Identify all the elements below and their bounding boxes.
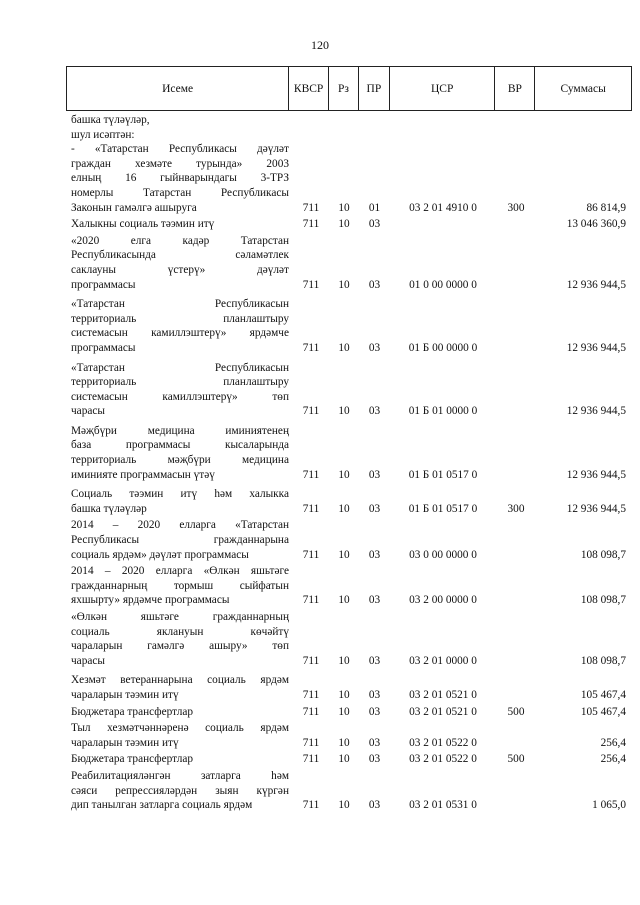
cell-sum: 12 936 944,5: [566, 341, 626, 354]
row-name-line: территориаль планлаштыру: [71, 376, 289, 389]
cell-kvsr: 711: [302, 654, 320, 667]
cell-kvsr: 711: [302, 468, 320, 481]
row-name-line: шул исәптән:: [71, 128, 135, 141]
row-name-line: башка түләүләр: [71, 502, 147, 515]
table-row: [66, 564, 632, 608]
row-name-line: Мәҗбүри медицина иминиятенең: [71, 424, 289, 437]
row-name-line: 2014 – 2020 елларга «Өлкән яшьтәге: [71, 565, 289, 578]
cell-kvsr: 711: [302, 341, 320, 354]
cell-csr: 01 Б 01 0517 0: [408, 502, 478, 515]
table-row: [66, 610, 632, 668]
header-sum: Суммасы: [560, 82, 606, 95]
cell-kvsr: 711: [302, 405, 320, 418]
cell-pr: 03: [368, 594, 381, 607]
row-name-line: программасы: [71, 278, 136, 291]
cell-vr: [496, 341, 536, 356]
cell-csr: 03 2 00 0000 0: [409, 594, 477, 607]
row-name-line: база программасы кысаларында: [71, 439, 289, 452]
cell-rz: 10: [338, 218, 350, 231]
cell-csr: 03 2 01 4910 0: [409, 201, 477, 214]
table-row: [66, 705, 632, 720]
row-name-line: чарасы: [71, 654, 105, 667]
cell-kvsr: 711: [302, 705, 320, 718]
row-name: [66, 487, 289, 516]
header-vr: ВР: [495, 67, 535, 110]
cell-csr: [390, 217, 496, 232]
row-name-line: социаль ярдәм» дәүләт программасы: [71, 548, 249, 561]
cell-vr: [496, 736, 536, 751]
row-name: [66, 721, 289, 750]
row-name-line: программасы: [71, 341, 136, 354]
row-name-line: саклауны үстерү» дәүләт: [71, 263, 289, 276]
row-name-line: 2014 – 2020 елларга «Татарстан: [71, 519, 289, 532]
row-name: [66, 361, 289, 419]
cell-sum: 108 098,7: [580, 548, 626, 561]
cell-csr: 01 0 00 0000 0: [409, 278, 477, 291]
cell-vr: [496, 654, 536, 669]
row-name: [66, 705, 289, 720]
cell-sum: 12 936 944,5: [566, 278, 626, 291]
cell-vr: [496, 217, 536, 232]
row-name-line: Тыл хезмәтчәннәренә социаль ярдәм: [71, 722, 289, 735]
row-values: [289, 654, 632, 669]
row-name-line: системасын камиллэштерү» ярдәмче: [71, 327, 289, 340]
cell-pr: 03: [368, 468, 381, 481]
cell-kvsr: 711: [302, 688, 320, 701]
row-values: [289, 798, 632, 813]
cell-pr: 03: [368, 218, 381, 231]
cell-csr: 01 Б 01 0517 0: [408, 468, 478, 481]
table-row: [66, 518, 632, 562]
cell-rz: 10: [338, 736, 350, 749]
cell-vr: 300: [507, 201, 525, 214]
cell-sum: 108 098,7: [580, 654, 626, 667]
cell-rz: 10: [338, 654, 350, 667]
cell-sum: 1 065,0: [592, 799, 626, 812]
cell-sum: 105 467,4: [580, 688, 626, 701]
cell-sum: 105 467,4: [580, 705, 626, 718]
cell-pr: 03: [368, 502, 381, 515]
row-name-line: - «Татарстан Республикасы дәүләт: [71, 143, 289, 156]
header-kvsr: КВСР: [289, 67, 329, 110]
row-name: [66, 113, 289, 128]
cell-vr: [496, 593, 536, 608]
row-values: [289, 468, 632, 483]
row-name-line: чараларын тәэмин итү: [71, 736, 179, 749]
cell-csr: 03 0 00 0000 0: [409, 548, 477, 561]
cell-csr: 03 2 01 0522 0: [409, 736, 477, 749]
row-name-line: граждан хезмәте турында» 2003: [71, 157, 289, 170]
row-name-line: чарасы: [71, 405, 105, 418]
row-values: [289, 688, 632, 703]
cell-vr: [496, 404, 536, 419]
cell-csr: 03 2 01 0521 0: [409, 705, 477, 718]
table-row: [66, 297, 632, 355]
cell-vr: 500: [507, 705, 525, 718]
row-name-line: системасын камиллэштерү» төп: [71, 390, 289, 403]
row-name-line: Хезмәт ветераннарына социаль ярдәм: [71, 674, 289, 687]
cell-csr: 03 2 01 0531 0: [409, 799, 477, 812]
row-name-line: башка түләүләр,: [71, 114, 150, 126]
cell-kvsr: 711: [302, 502, 320, 515]
cell-sum: 12 936 944,5: [566, 405, 626, 418]
cell-pr: 03: [368, 688, 381, 701]
row-name-line: елның 16 гыйнварындагы 3-ТРЗ: [71, 172, 289, 185]
cell-sum: 13 046 360,9: [566, 218, 626, 231]
table-row: [66, 424, 632, 482]
cell-vr: 500: [507, 753, 525, 766]
row-name-line: территориаль мәҗбүри медицина: [71, 454, 289, 467]
cell-rz: 10: [338, 341, 350, 354]
table-row: [66, 752, 632, 767]
cell-pr: 03: [368, 753, 381, 766]
row-values: [289, 217, 632, 232]
cell-pr: 01: [368, 201, 381, 214]
row-values: [289, 278, 632, 293]
cell-vr: [496, 468, 536, 483]
row-name-line: территориаль планлаштыру: [71, 312, 289, 325]
row-name: [66, 769, 289, 813]
cell-csr: 01 Б 01 0000 0: [408, 405, 478, 418]
header-csr: ЦСР: [390, 67, 496, 110]
cell-kvsr: 711: [302, 548, 320, 561]
row-name-line: яхшырту» ярдәмче программасы: [71, 594, 230, 607]
header-name: Исеме: [67, 67, 289, 110]
row-name-line: Реабилитацияләнгән затларга һәм: [71, 769, 289, 782]
row-name-line: «Татарстан Республикасын: [71, 361, 289, 374]
row-name: [66, 518, 289, 562]
cell-pr: 03: [368, 736, 381, 749]
cell-csr: 03 2 01 0000 0: [409, 654, 477, 667]
cell-kvsr: 711: [302, 201, 320, 214]
row-name-line: Бюджетара трансфертлар: [71, 753, 194, 766]
cell-pr: 03: [368, 654, 381, 667]
cell-rz: 10: [338, 548, 350, 561]
table-row: [66, 673, 632, 702]
table-row: [66, 217, 632, 232]
cell-pr: 03: [368, 405, 381, 418]
row-values: [289, 404, 632, 419]
cell-pr: 03: [368, 341, 381, 354]
cell-sum: 256,4: [600, 736, 626, 749]
row-name: [66, 564, 289, 608]
page-number: 120: [311, 38, 329, 52]
table-row: [66, 113, 632, 128]
table-row: [66, 769, 632, 813]
row-name-line: чараларын гамәлгә ашыру» төп: [71, 640, 289, 653]
row-values: [289, 593, 632, 608]
cell-vr: [496, 688, 536, 703]
row-name-line: чараларын тәэмин итү: [71, 688, 179, 701]
cell-pr: 03: [368, 705, 381, 718]
cell-kvsr: 711: [302, 278, 320, 291]
row-name: [66, 217, 289, 232]
row-name-line: Социаль тәэмин итү һәм халыкка: [71, 488, 289, 501]
cell-pr: 03: [368, 548, 381, 561]
cell-rz: 10: [338, 594, 350, 607]
cell-kvsr: 711: [302, 218, 320, 231]
cell-sum: 256,4: [600, 753, 626, 766]
cell-rz: 10: [338, 201, 350, 214]
row-name-line: сәяси репрессияләрдән зыян күргән: [71, 784, 289, 797]
table-header: [66, 66, 632, 111]
row-name-line: Законын гамәлгә ашыруга: [71, 201, 197, 214]
table-row: [66, 361, 632, 419]
cell-csr: 03 2 01 0522 0: [409, 753, 477, 766]
row-values: [289, 502, 632, 517]
row-name: [66, 142, 289, 215]
cell-kvsr: 711: [302, 594, 320, 607]
row-values: [289, 341, 632, 356]
row-name-line: номерлы Татарстан Республикасы: [71, 186, 289, 199]
cell-sum: 86 814,9: [586, 201, 626, 214]
cell-kvsr: 711: [302, 736, 320, 749]
row-name: [66, 752, 289, 767]
table-body: [66, 113, 632, 813]
cell-sum: 12 936 944,5: [566, 502, 626, 515]
table-row: [66, 487, 632, 516]
header-rz: Рз: [329, 67, 359, 110]
row-values: [289, 752, 632, 767]
table-row: [66, 128, 632, 143]
cell-rz: 10: [338, 405, 350, 418]
row-name-line: «Татарстан Республикасын: [71, 298, 289, 311]
row-name-line: Республикасы гражданнарына: [71, 534, 289, 547]
row-values: [289, 705, 632, 720]
cell-vr: 300: [507, 502, 525, 515]
cell-vr: [496, 548, 536, 563]
cell-kvsr: 711: [302, 753, 320, 766]
cell-rz: 10: [338, 753, 350, 766]
row-name-line: «2020 елга кадәр Татарстан: [71, 234, 289, 247]
row-name-line: Бюджетара трансфертлар: [71, 705, 194, 718]
row-name-line: Халыкны социаль тәэмин итү: [71, 218, 215, 231]
cell-pr: 03: [368, 278, 381, 291]
row-name-line: «Өлкән яшьтәге гражданнарның: [71, 611, 289, 623]
cell-kvsr: 711: [302, 799, 320, 812]
row-name: [66, 297, 289, 355]
table-row: [66, 234, 632, 292]
row-name: [66, 234, 289, 292]
header-pr: ПР: [359, 67, 390, 110]
cell-sum: 12 936 944,5: [566, 468, 626, 481]
row-values: [289, 201, 632, 216]
cell-rz: 10: [338, 278, 350, 291]
row-name: [66, 610, 289, 668]
row-name-line: гражданнарның тормыш сыйфатын: [71, 579, 289, 592]
cell-csr: 01 Б 00 0000 0: [408, 341, 478, 354]
row-values: [289, 548, 632, 563]
row-values: [289, 736, 632, 751]
cell-sum: 108 098,7: [580, 594, 626, 607]
table-row: [66, 142, 632, 215]
cell-rz: 10: [338, 468, 350, 481]
cell-vr: [496, 278, 536, 293]
table-row: [66, 721, 632, 750]
row-name-line: Республикасында сәламәтлек: [71, 249, 289, 262]
row-name: [66, 128, 289, 143]
cell-rz: 10: [338, 502, 350, 515]
cell-csr: 03 2 01 0521 0: [409, 688, 477, 701]
row-name: [66, 424, 289, 482]
row-name-line: иминияте программасын үтәү: [71, 468, 215, 481]
cell-vr: [496, 798, 536, 813]
cell-rz: 10: [338, 688, 350, 701]
row-name: [66, 673, 289, 702]
row-name-line: дип танылган затларга социаль ярдәм: [71, 799, 253, 812]
cell-rz: 10: [338, 705, 350, 718]
cell-pr: 03: [368, 799, 381, 812]
cell-rz: 10: [338, 799, 350, 812]
row-name-line: социаль яклануын көчәйтү: [71, 625, 289, 638]
